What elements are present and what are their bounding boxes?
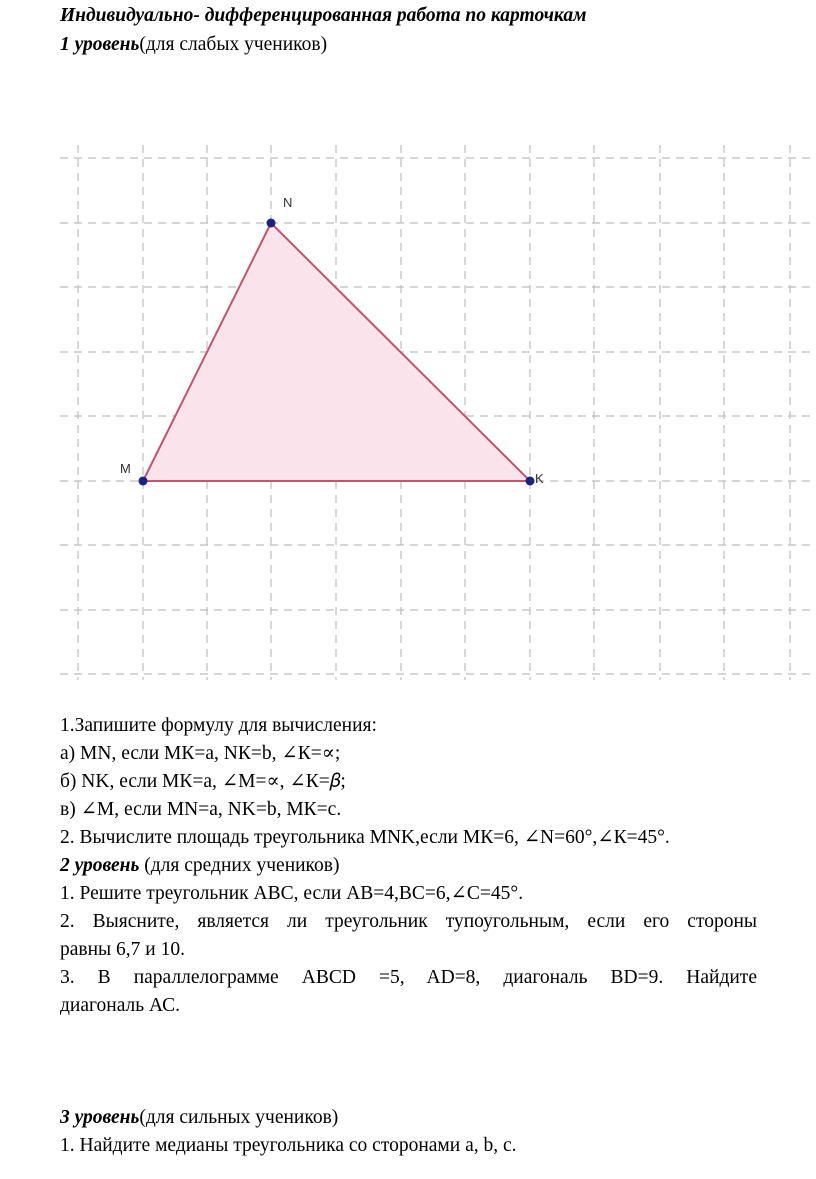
level3-note: (для сильных учеников) [139,1107,339,1128]
level2-heading [60,854,340,878]
task1-c: в) ∠M, если MN=а, NK=b, MК=c. [60,799,342,820]
level1-note: (для слабых учеников) [139,34,328,55]
level2-task2-line1: 2. Выясните, является ли треугольник тупоугольным, если его стороны [60,911,757,932]
vertex-n-label: N [283,195,293,210]
task1-b: б) NK, если MК=а, ∠M=∝, ∠К=𝛽; [60,771,346,792]
vertex-k-point [526,477,535,486]
triangle-figure [0,120,816,690]
level1-label: 1 уровень [60,34,140,55]
level2-label: 2 уровень [60,855,140,876]
vertex-k-label: K [535,471,544,486]
level3-label: 3 уровень [60,1107,140,1128]
level2-note: (для средних учеников) [139,855,340,876]
vertex-m-point [139,477,148,486]
level3-heading [60,1106,338,1130]
task1-a: а) MN, если MК=а, NК=b, ∠К=∝; [60,743,341,764]
level2-task1: 1. Решите треугольник АВС, если АВ=4,ВС=6,∠С=45°. [60,883,524,904]
task1-intro: 1.Запишите формулу для вычисления: [60,715,377,736]
vertex-n-point [267,219,276,228]
level2-task3-line2: диагональ АС. [60,995,181,1016]
vertex-m-label: M [120,461,131,476]
level1-heading [60,33,327,57]
task2: 2. Вычислите площадь треугольника MNK,если MК=6, ∠N=60°,∠К=45°. [60,827,670,848]
level3-task1: 1. Найдите медианы треугольника со сторонами а, b, c. [60,1135,517,1156]
level2-task3-line1: 3. В параллелограмме АВСD =5, AD=8, диагональ BD=9. Найдите [60,967,757,988]
page-title: Индивидуально- дифференцированная работа по карточкам [60,5,587,26]
level2-task2-line2: равны 6,7 и 10. [60,939,185,960]
